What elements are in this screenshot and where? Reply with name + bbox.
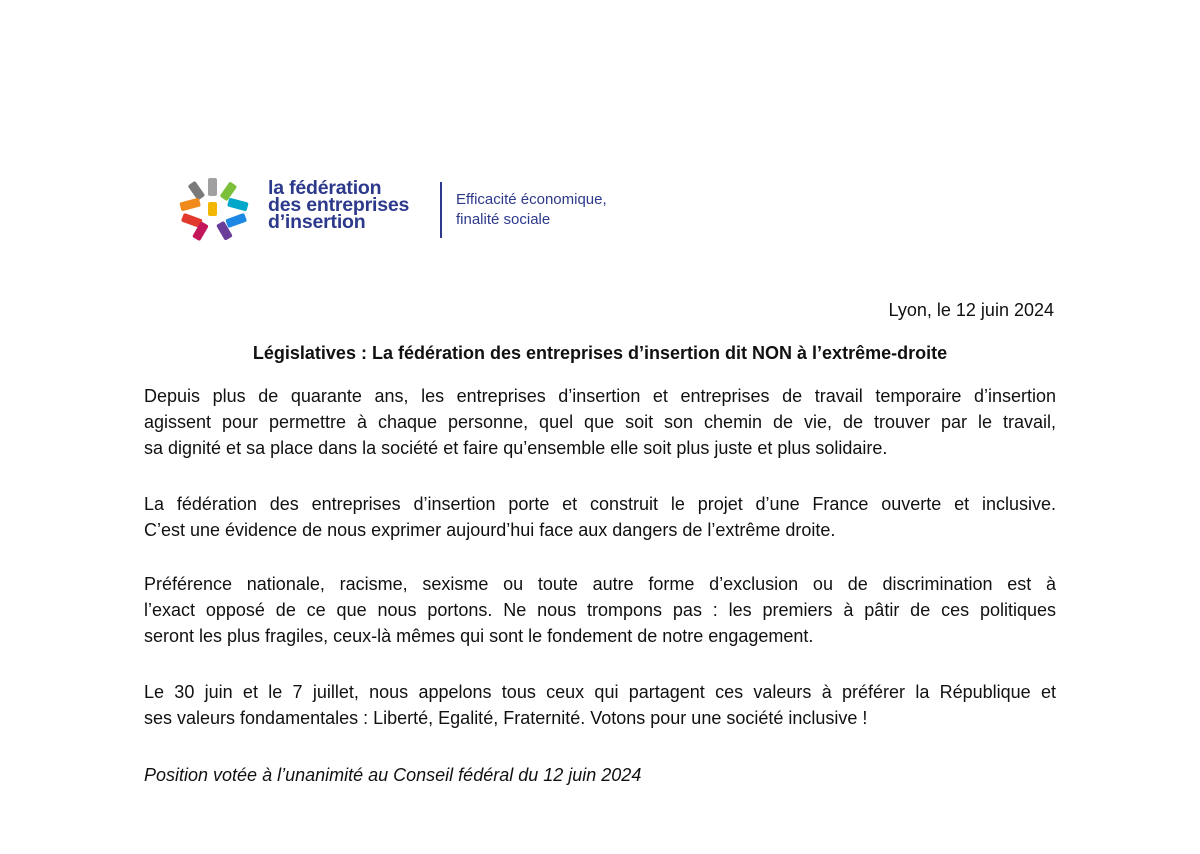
paragraph-line: Depuis plus de quarante ans, les entreprises d’insertion et entreprises de travail temporaire d’insertion xyxy=(144,386,1056,406)
paragraph-line: sa dignité et sa place dans la société et faire qu’ensemble elle soit plus juste et plus solidaire. xyxy=(144,438,888,458)
paragraph-line: Préférence nationale, racisme, sexisme ou toute autre forme d’exclusion ou de discrimination est à xyxy=(144,574,1056,594)
logo-divider xyxy=(440,182,442,238)
logo-line: des entreprises xyxy=(268,194,410,216)
tagline-line: finalité sociale xyxy=(456,211,551,228)
paragraph-line: ses valeurs fondamentales : Liberté, Egalité, Fraternité. Votons pour une société inclusive ! xyxy=(144,708,868,728)
paragraph-line: C’est une évidence de nous exprimer aujourd’hui face aux dangers de l’extrême droite. xyxy=(144,520,836,540)
paragraph-line: La fédération des entreprises d’insertion porte et construit le projet d’une France ouverte et inclusive. xyxy=(144,494,1056,514)
paragraph-line: agissent pour permettre à chaque personne, quel que soit son chemin de vie, de trouver par le travail, xyxy=(144,412,1056,432)
tagline-line: Efficacité économique, xyxy=(456,191,607,208)
logo-line: la fédération xyxy=(268,177,382,199)
logo-line: d’insertion xyxy=(268,211,366,233)
body-paragraph xyxy=(144,383,1056,461)
body-paragraph xyxy=(144,679,1056,731)
closing-statement: Position votée à l’unanimité au Conseil fédéral du 12 juin 2024 xyxy=(144,765,642,785)
document-date: Lyon, le 12 juin 2024 xyxy=(888,300,1054,320)
paragraph-line: l’exact opposé de ce que nous portons. Ne nous trompons pas : les premiers à pâtir de ces politiques xyxy=(144,600,1056,620)
federation-logo-wordmark xyxy=(268,177,410,233)
body-paragraph xyxy=(144,571,1056,649)
document-title: Législatives : La fédération des entreprises d’insertion dit NON à l’extrême-droite xyxy=(252,343,948,363)
paragraph-line: seront les plus fragiles, ceux-là mêmes qui sont le fondement de notre engagement. xyxy=(144,626,814,646)
logo-tagline xyxy=(456,190,607,230)
body-paragraph xyxy=(144,491,1056,543)
federation-logo-mark-icon xyxy=(178,178,250,242)
paragraph-line: Le 30 juin et le 7 juillet, nous appelons tous ceux qui partagent ces valeurs à préférer la République et xyxy=(144,682,1056,702)
federation-logo xyxy=(178,178,638,248)
